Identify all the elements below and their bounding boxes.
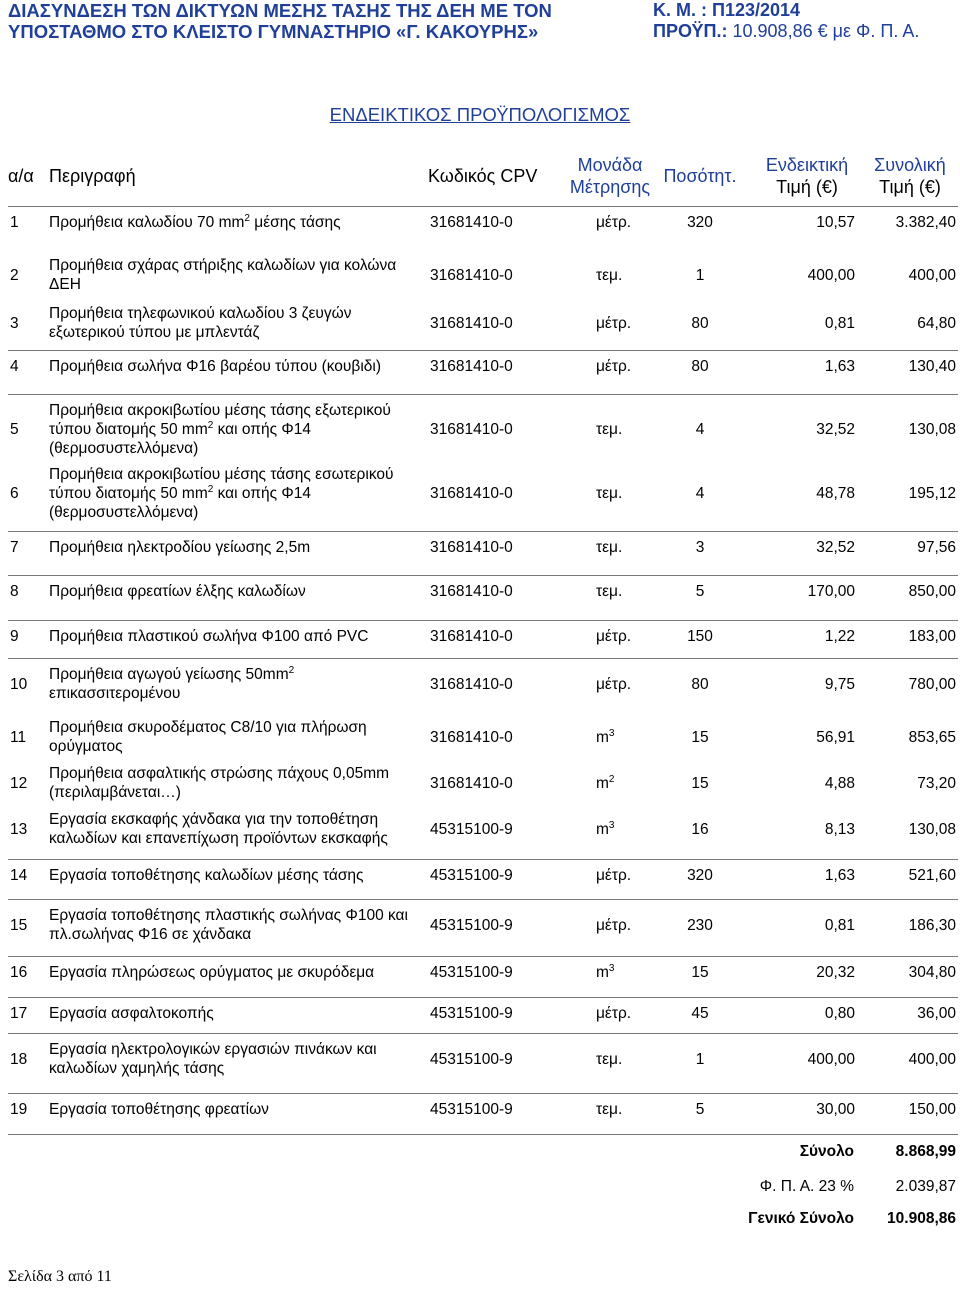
row-description [49,465,424,522]
row-description-text: (περιλαμβάνεται…) [49,784,181,801]
row-total: 304,80 [908,964,956,981]
row-description [49,1040,424,1078]
row-cpv: 31681410-0 [430,266,513,284]
row-unit [596,538,656,557]
row-unit-text: τεμ. [596,421,623,438]
row-number: 12 [10,774,28,792]
row-description-line [49,829,424,848]
row-number: 8 [10,583,19,600]
row-description-text: (θερμοσυστελλόμενα) [49,440,199,457]
row-description-line [49,963,424,982]
row-description-line [49,1004,424,1023]
row-number: 10 [10,675,28,693]
row-description-line [49,906,424,925]
row-number: 9 [10,628,19,645]
vat-value: 2.039,87 [895,1178,956,1195]
row-description [49,538,424,557]
row-unit-price: 0,80 [824,1005,855,1022]
row-unit-text: m [596,964,609,981]
vat-label: Φ. Π. Α. 23 % [759,1178,854,1195]
row-description-line [49,665,424,684]
row-number: 16 [10,964,28,981]
row-unit [596,774,656,793]
col-header-price [752,152,862,200]
row-unit-text: μέτρ. [596,314,632,332]
row-description-text: (θερμοσυστελλόμενα) [49,504,199,521]
row-total: 73,20 [917,774,956,792]
row-number: 7 [10,539,19,556]
row-description-line [49,783,424,802]
row-unit-price: 1,63 [824,867,855,884]
row-total: 36,00 [917,1005,956,1022]
row-total: 521,60 [908,867,956,884]
row-unit-text: μέτρ. [596,1005,632,1022]
row-description-line [49,627,424,646]
row-description-text: Προμήθεια σκυροδέματος C8/10 για πλήρωση [49,719,367,736]
row-divider [8,350,958,351]
row-unit-price: 400,00 [807,266,855,284]
row-unit-text: τεμ. [596,266,623,284]
row-unit [596,1100,656,1119]
row-cpv: 45315100-9 [430,1101,513,1118]
row-unit-text: μέτρ. [596,916,632,934]
row-quantity: 15 [691,774,709,792]
row-unit-text: μέτρ. [596,867,632,884]
row-quantity: 45 [691,1005,709,1022]
row-unit-text: τεμ. [596,1050,623,1068]
row-description-line [49,764,424,783]
row-total: 853,65 [908,728,956,746]
row-description-text: Εργασία ηλεκτρολογικών εργασιών πινάκων και [49,1041,377,1058]
row-quantity: 230 [687,916,713,934]
row-description [49,1004,424,1023]
row-description-line [49,304,424,323]
row-description-line [49,465,424,484]
row-total: 186,30 [908,916,956,934]
row-total: 195,12 [908,485,956,502]
col-header-unit [560,152,660,200]
row-unit-price: 8,13 [824,820,855,838]
row-description-text: Προμήθεια σωλήνα Φ16 βαρέου τύπου (κουβιδι) [49,358,381,375]
row-quantity: 5 [695,583,705,600]
row-description-text: ορύγματος [49,738,123,755]
row-description-text: τύπου διατομής 50 mm [49,421,208,438]
row-description-line [49,323,424,342]
row-cpv: 45315100-9 [430,820,513,838]
row-unit [596,484,656,503]
row-cpv: 31681410-0 [430,628,513,645]
row-description-text: Προμήθεια καλωδίου 70 mm [49,214,245,231]
row-unit-text: μέτρ. [596,628,632,645]
row-description-line [49,439,424,458]
row-unit [596,357,656,376]
row-unit-price: 48,78 [816,485,855,502]
row-total: 850,00 [908,583,956,600]
col-header-aa: α/α [8,165,34,186]
row-unit-text: m [596,820,609,838]
row-unit [596,213,656,232]
col-header-description: Περιγραφή [49,165,136,186]
row-description-text: Προμήθεια τηλεφωνικού καλωδίου 3 ζευγών [49,305,352,322]
row-cpv: 31681410-0 [430,583,513,600]
row-quantity: 80 [691,675,709,693]
row-cpv: 31681410-0 [430,675,513,693]
row-total: 64,80 [917,314,956,332]
row-divider [8,531,958,532]
row-description-text: Προμήθεια αγωγού γείωσης 50mm [49,666,289,683]
row-cpv: 45315100-9 [430,916,513,934]
col-header-price-line2: Τιμή (€) [776,177,838,197]
row-divider [8,620,958,621]
row-total: 130,40 [908,358,956,375]
project-title-line2: ΥΠΟΣΤΑΘΜΟ ΣΤΟ ΚΛΕΙΣΤΟ ΓΥΜΝΑΣΤΗΡΙΟ «Γ. ΚΑΚΟΥΡΗΣ» [8,21,539,42]
row-cpv: 31681410-0 [430,774,513,792]
budget-label: ΠΡΟΫΠ.: [653,21,733,41]
row-quantity: 4 [695,421,705,438]
row-total: 780,00 [908,675,956,693]
row-description-text: και οπής Φ14 [213,485,311,502]
col-header-total-line1: Συνολική [874,155,946,175]
row-description-line [49,1040,424,1059]
km-code: Κ. Μ. : Π123/2014 [653,0,801,20]
row-description-line [49,582,424,601]
row-cpv: 31681410-0 [430,214,513,231]
row-description-line [49,925,424,944]
col-header-unit-line2: Μέτρησης [569,177,651,197]
col-header-cpv: Κωδικός CPV [428,165,538,186]
project-title [8,0,552,42]
row-description-text: Εργασία τοποθέτησης καλωδίων μέσης τάσης [49,867,364,884]
row-divider [8,575,958,576]
row-quantity: 15 [691,964,709,981]
row-description-superscript: 2 [207,419,214,431]
row-description-line [49,866,424,885]
row-unit [596,820,656,839]
row-unit-price: 0,81 [824,916,855,934]
row-total: 400,00 [908,266,956,284]
row-description-line [49,684,424,703]
row-number: 4 [10,358,19,375]
project-meta [653,0,919,42]
row-number: 2 [10,266,19,284]
row-unit-text: μέτρ. [596,214,632,231]
row-number: 14 [10,867,28,884]
row-divider [8,206,958,207]
row-quantity: 150 [687,628,713,645]
row-unit-price: 1,22 [824,628,855,645]
row-description [49,764,424,802]
row-description-line [49,275,424,294]
row-number: 15 [10,916,28,934]
col-header-price-line1: Ενδεικτική [765,155,849,175]
page-title: ΕΝΔΕΙΚΤΙΚΟΣ ΠΡΟΫΠΟΛΟΓΙΣΜΟΣ [329,104,631,125]
row-description-line [49,484,424,503]
row-cpv: 31681410-0 [430,485,513,502]
row-description-line [49,256,424,275]
row-description [49,963,424,982]
col-header-total-line2: Τιμή (€) [879,177,941,197]
row-unit [596,1004,656,1023]
row-unit-text: τεμ. [596,539,623,556]
row-divider [8,899,958,900]
row-description-text: ΔΕΗ [49,276,81,293]
col-header-total [860,152,960,200]
row-description-text: και οπής Φ14 [213,421,311,438]
budget-value: 10.908,86 € με Φ. Π. Α. [732,21,920,41]
row-description-superscript: 2 [207,483,214,495]
row-description [49,665,424,703]
row-quantity: 3 [695,539,705,556]
row-divider [8,1093,958,1094]
row-number: 3 [10,314,19,332]
row-description-text: τύπου διατομής 50 mm [49,485,208,502]
row-quantity: 80 [691,358,709,375]
row-quantity: 320 [687,867,713,884]
page-number: Σελίδα 3 από 11 [8,1268,112,1285]
row-divider [8,658,958,659]
row-description-text: Προμήθεια πλαστικού σωλήνα Φ100 από PVC [49,628,369,645]
row-quantity: 80 [691,314,709,332]
row-description [49,906,424,944]
row-divider [8,394,958,395]
row-number: 13 [10,820,28,838]
row-unit [596,582,656,601]
sum-label: Σύνολο [799,1143,854,1160]
row-description-text: μέσης τάσης [249,214,341,231]
row-unit-price: 56,91 [816,728,855,746]
project-title-line1: ΔΙΑΣΥΝΔΕΣΗ ΤΩΝ ΔΙΚΤΥΩΝ ΜΕΣΗΣ ΤΑΣΗΣ ΤΗΣ ΔΕΗ ΜΕ ΤΟΝ [8,0,552,21]
row-unit-superscript: 3 [608,962,615,974]
row-quantity: 5 [695,1101,705,1118]
row-unit [596,675,656,694]
row-unit-text: τεμ. [596,485,623,502]
row-divider [8,956,958,957]
row-unit-price: 10,57 [816,214,855,231]
row-description-line [49,420,424,439]
row-unit-text: μέτρ. [596,358,632,375]
row-unit-price: 32,52 [816,421,855,438]
row-number: 1 [10,214,19,231]
row-description-text: Προμήθεια ακροκιβωτίου μέσης τάσης εξωτερικού [49,402,391,419]
row-cpv: 45315100-9 [430,1005,513,1022]
row-description [49,256,424,294]
row-cpv: 31681410-0 [430,728,513,746]
row-description-line [49,213,424,232]
row-description-text: Προμήθεια σχάρας στήριξης καλωδίων για κολώνα [49,257,397,274]
row-cpv: 31681410-0 [430,539,513,556]
row-number: 17 [10,1005,28,1022]
row-cpv: 31681410-0 [430,314,513,332]
row-cpv: 45315100-9 [430,867,513,884]
row-unit [596,916,656,935]
row-unit-superscript: 3 [608,727,615,739]
row-description-line [49,718,424,737]
row-quantity: 320 [687,214,713,231]
row-description-text: Προμήθεια ασφαλτικής στρώσης πάχους 0,05mm [49,765,390,782]
row-description [49,1100,424,1119]
row-unit-price: 9,75 [824,675,855,693]
row-unit-price: 1,63 [824,358,855,375]
row-description-text: Εργασία ασφαλτοκοπής [49,1005,214,1022]
row-quantity: 16 [691,820,709,838]
row-unit-price: 4,88 [824,774,855,792]
row-description [49,810,424,848]
row-description-line [49,1100,424,1119]
row-total: 3.382,40 [895,214,956,231]
row-description-superscript: 2 [288,664,295,676]
row-description [49,213,424,232]
row-unit-text: m [596,728,609,746]
row-unit-price: 170,00 [807,583,855,600]
row-unit-text: τεμ. [596,583,623,600]
row-cpv: 45315100-9 [430,1050,513,1068]
row-description [49,718,424,756]
row-description-text: Προμήθεια φρεατίων έλξης καλωδίων [49,583,306,600]
row-total: 183,00 [908,628,956,645]
row-unit [596,1050,656,1069]
row-description-text: Προμήθεια ηλεκτροδίου γείωσης 2,5m [49,539,311,556]
row-description-text: Εργασία τοποθέτησης φρεατίων [49,1101,269,1118]
col-header-unit-line1: Μονάδα [577,155,643,175]
row-total: 97,56 [917,539,956,556]
row-description [49,582,424,601]
row-quantity: 1 [695,266,705,284]
row-total: 130,08 [908,820,956,838]
grand-total-value: 10.908,86 [887,1210,956,1227]
row-cpv: 31681410-0 [430,358,513,375]
row-unit [596,866,656,885]
row-unit [596,420,656,439]
row-number: 5 [10,421,19,438]
row-description [49,627,424,646]
row-description-text: Εργασία τοποθέτησης πλαστικής σωλήνας Φ100 και [49,907,408,924]
row-description-line [49,1059,424,1078]
row-description-line [49,538,424,557]
row-unit-text: m [596,774,609,792]
row-description-text: εξωτερικού τύπου με μπλεντάζ [49,324,260,341]
row-unit-price: 30,00 [816,1101,855,1118]
row-unit-text: μέτρ. [596,675,632,693]
row-description-text: Εργασία πληρώσεως ορύγματος με σκυρόδεμα [49,964,375,981]
row-number: 11 [10,728,27,746]
row-description-superscript: 2 [244,212,250,224]
row-unit [596,963,656,982]
row-quantity: 4 [695,485,705,502]
row-cpv: 31681410-0 [430,421,513,438]
row-description [49,357,424,376]
row-divider [8,1134,958,1135]
row-description [49,304,424,342]
row-unit-price: 32,52 [816,539,855,556]
row-cpv: 45315100-9 [430,964,513,981]
row-total: 130,08 [908,421,956,438]
row-unit-price: 20,32 [816,964,855,981]
row-unit-text: τεμ. [596,1101,623,1118]
row-total: 400,00 [908,1050,956,1068]
row-description [49,866,424,885]
row-quantity: 1 [695,1050,705,1068]
row-unit-price: 400,00 [807,1050,855,1068]
row-divider [8,859,958,860]
row-unit-price: 0,81 [824,314,855,332]
row-description-line [49,737,424,756]
row-quantity: 15 [691,728,709,746]
row-number: 18 [10,1050,28,1068]
row-divider [8,1033,958,1034]
row-unit [596,728,656,747]
row-unit-superscript: 3 [608,819,615,831]
row-description-text: καλωδίων χαμηλής τάσης [49,1060,225,1077]
grand-total-label: Γενικό Σύνολο [748,1210,854,1227]
row-description-text: Εργασία εκσκαφής χάνδακα για την τοποθέτηση [49,811,379,828]
sum-value: 8.868,99 [895,1143,956,1160]
row-unit [596,627,656,646]
row-unit [596,266,656,285]
row-description-line [49,357,424,376]
row-number: 6 [10,485,19,502]
row-unit [596,314,656,333]
col-header-qty: Ποσότητ. [663,166,737,186]
row-total: 150,00 [908,1101,956,1118]
row-description-text: επικασσιτερομένου [49,685,181,702]
row-description-line [49,503,424,522]
row-number: 19 [10,1101,28,1118]
row-description-text: πλ.σωλήνας Φ16 σε χάνδακα [49,926,252,943]
row-description-line [49,401,424,420]
row-description-line [49,810,424,829]
row-description-text: καλωδίων και επανεπίχωση προϊόντων εκσκαφής [49,830,388,847]
row-description-text: Προμήθεια ακροκιβωτίου μέσης τάσης εσωτερικού [49,466,394,483]
row-divider [8,997,958,998]
row-unit-superscript: 2 [608,773,615,785]
row-description [49,401,424,458]
